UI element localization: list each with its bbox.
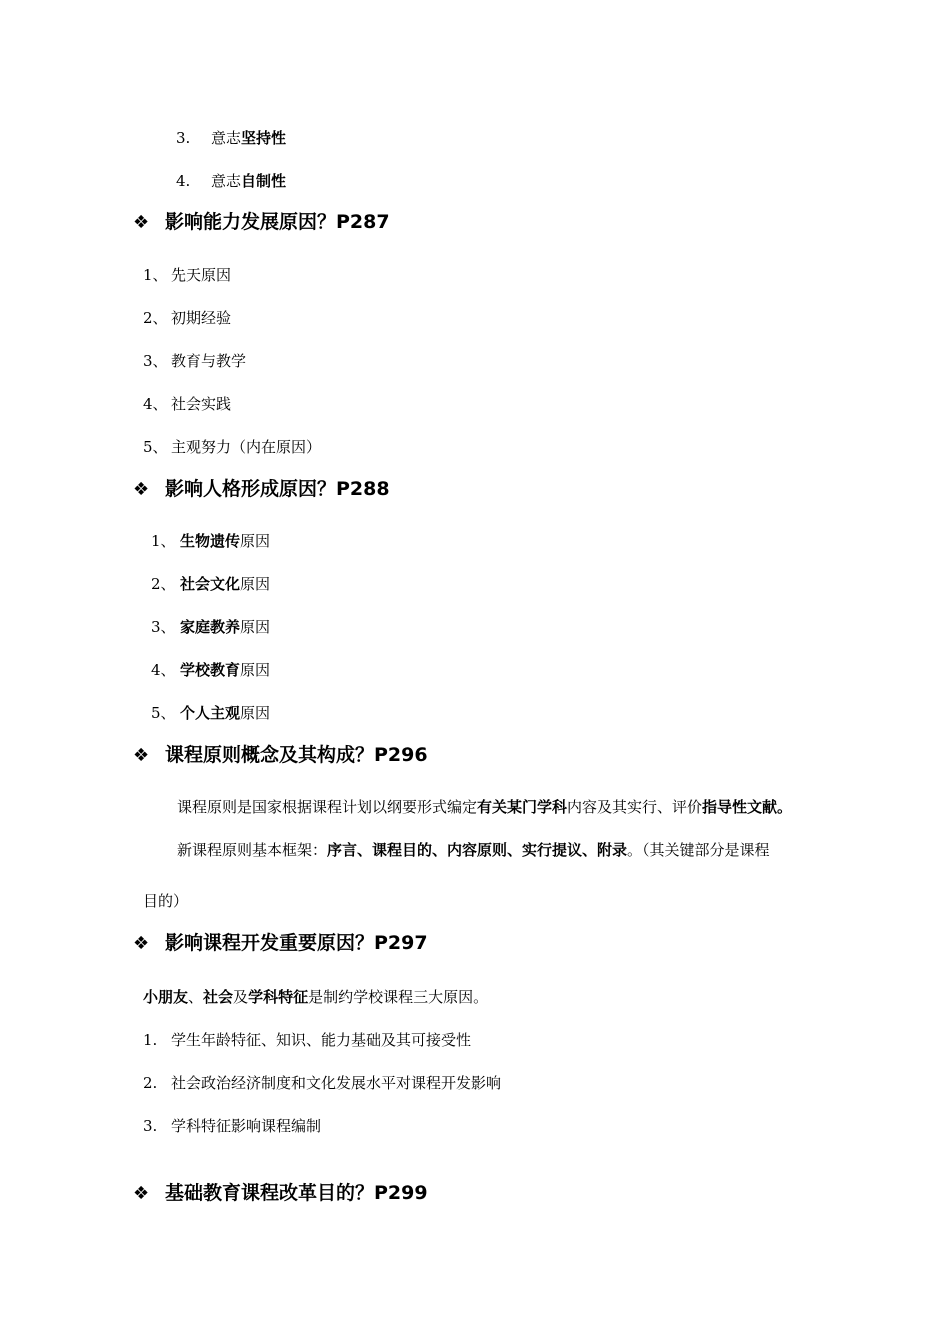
item-text: 意志 — [211, 129, 242, 147]
item-text: 原因 — [240, 532, 271, 550]
item-text: 学科特征影响课程编制 — [171, 1117, 322, 1135]
diamond-bullet-icon: ❖ — [133, 745, 150, 766]
para-text: 及 — [233, 988, 249, 1006]
heading-text: 课程原则概念及其构成？P296 — [165, 744, 428, 766]
item-text: 原因 — [240, 704, 271, 722]
list-item — [151, 617, 270, 637]
item-text: 社会实践 — [171, 395, 232, 413]
item-number: 2. — [143, 1074, 158, 1092]
item-text: 先天原因 — [171, 266, 232, 284]
item-number: 1. — [143, 1031, 158, 1049]
para-bold-text: 指导性文献。 — [702, 798, 793, 816]
para-text: 是制约学校课程三大原因。 — [308, 988, 489, 1006]
list-item — [176, 171, 286, 191]
diamond-bullet-icon: ❖ — [133, 212, 150, 233]
item-text: 原因 — [240, 618, 271, 636]
list-item — [143, 308, 231, 328]
list-item — [143, 1116, 321, 1136]
item-bold-text: 坚持性 — [241, 129, 287, 147]
item-bold-text: 自制性 — [241, 172, 287, 190]
item-text: 学生年龄特征、知识、能力基础及其可接受性 — [171, 1031, 472, 1049]
item-number: 4、 — [151, 661, 176, 679]
item-number: 1、 — [143, 266, 168, 284]
item-number: 2、 — [143, 309, 168, 327]
item-number: 1、 — [151, 532, 176, 550]
list-item — [143, 265, 231, 285]
list-item — [143, 437, 321, 457]
list-item — [143, 1073, 501, 1093]
item-text: 社会政治经济制度和文化发展水平对课程开发影响 — [171, 1074, 502, 1092]
item-text: 原因 — [240, 575, 271, 593]
para-text: 课程原则是国家根据课程计划以纲要形式编定 — [177, 798, 478, 816]
list-item — [176, 128, 286, 148]
section-heading — [133, 1180, 428, 1207]
item-bold-text: 家庭教养 — [180, 618, 241, 636]
item-bold-text: 个人主观 — [180, 704, 241, 722]
item-text: 原因 — [240, 661, 271, 679]
para-bold-text: 学科特征 — [248, 988, 309, 1006]
item-number: 3. — [143, 1117, 158, 1135]
list-item — [151, 703, 270, 723]
para-text: 、 — [188, 988, 204, 1006]
section-heading — [133, 476, 390, 503]
section-heading — [133, 742, 428, 769]
item-bold-text: 社会文化 — [180, 575, 241, 593]
heading-text: 影响能力发展原因？P287 — [165, 211, 390, 233]
list-item — [151, 531, 270, 551]
item-text: 意志 — [211, 172, 242, 190]
para-bold-text: 有关某门学科 — [477, 798, 568, 816]
item-number: 4. — [176, 172, 191, 190]
item-number: 5、 — [143, 438, 168, 456]
para-bold-text: 社会 — [203, 988, 234, 1006]
diamond-bullet-icon: ❖ — [133, 933, 150, 954]
item-bold-text: 生物遗传 — [180, 532, 241, 550]
list-item — [143, 351, 246, 371]
item-bold-text: 学校教育 — [180, 661, 241, 679]
item-number: 4、 — [143, 395, 168, 413]
item-number: 3、 — [143, 352, 168, 370]
para-text: 。（其关键部分是课程 — [627, 841, 770, 859]
section-heading — [133, 209, 390, 236]
diamond-bullet-icon: ❖ — [133, 479, 150, 500]
item-number: 5、 — [151, 704, 176, 722]
list-item — [143, 1030, 471, 1050]
item-text: 教育与教学 — [171, 352, 247, 370]
list-item — [143, 394, 231, 414]
para-text: 内容及其实行、评价 — [567, 798, 703, 816]
paragraph — [177, 797, 792, 817]
list-item — [151, 574, 270, 594]
list-item — [151, 660, 270, 680]
para-text: 新课程原则基本框架： — [177, 841, 328, 859]
item-text: 主观努力（内在原因） — [171, 438, 322, 456]
para-bold-text: 小朋友 — [143, 988, 189, 1006]
section-heading — [133, 930, 428, 957]
paragraph-continuation: 目的） — [143, 892, 189, 910]
item-text: 初期经验 — [171, 309, 232, 327]
heading-text: 基础教育课程改革目的？P299 — [165, 1182, 428, 1204]
item-number: 3、 — [151, 618, 176, 636]
heading-text: 影响课程开发重要原因？P297 — [165, 932, 428, 954]
item-number: 2、 — [151, 575, 176, 593]
diamond-bullet-icon: ❖ — [133, 1183, 150, 1204]
item-number: 3. — [176, 129, 191, 147]
paragraph — [143, 987, 488, 1007]
para-bold-text: 序言、课程目的、内容原则、实行提议、附录 — [327, 841, 628, 859]
heading-text: 影响人格形成原因？P288 — [165, 478, 390, 500]
paragraph — [177, 840, 770, 860]
